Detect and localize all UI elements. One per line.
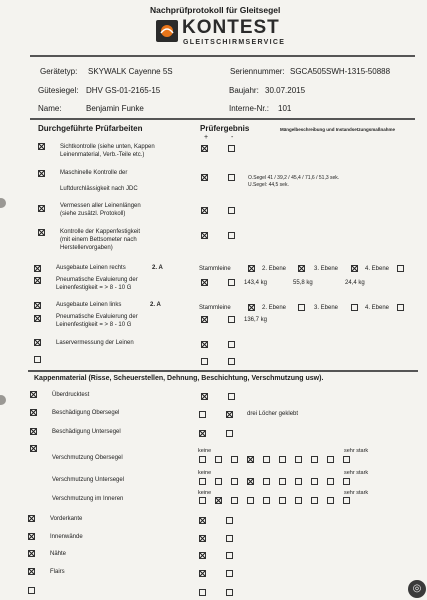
laser-minus-checkbox[interactable] xyxy=(228,341,235,348)
ueberdruck-minus-checkbox[interactable] xyxy=(228,393,235,400)
scale-checkbox[interactable] xyxy=(327,497,334,504)
innenwaende-plus-checkbox[interactable] xyxy=(199,535,206,542)
scale-checkbox[interactable] xyxy=(247,456,254,463)
scale-checkbox[interactable] xyxy=(311,478,318,485)
divider xyxy=(28,370,418,372)
sicht-plus-checkbox[interactable] xyxy=(201,145,208,152)
laser-label: Laservermessung der Leinen xyxy=(56,340,134,346)
punch-hole xyxy=(0,395,6,405)
name-label: Name: xyxy=(38,104,62,113)
scale-checkbox[interactable] xyxy=(343,497,350,504)
verschm-ober-label: Verschmutzung Obersegel xyxy=(52,455,123,461)
ebene2-label: 2. Ebene xyxy=(262,266,287,272)
untersegel-b-minus-checkbox[interactable] xyxy=(226,430,233,437)
scale-checkbox[interactable] xyxy=(311,497,318,504)
leinen-rechts-checkbox[interactable] xyxy=(34,265,41,272)
links-value-1: 136,7 kg xyxy=(244,317,268,323)
scale-checkbox[interactable] xyxy=(311,456,318,463)
scale-checkbox[interactable] xyxy=(247,478,254,485)
scale-checkbox[interactable] xyxy=(231,456,238,463)
vermessen-label-2: (siehe zusätzl. Protokoll) xyxy=(60,211,126,217)
punch-hole xyxy=(0,198,6,208)
empty-bottom-checkbox[interactable] xyxy=(28,587,35,594)
osegel-note: O.Segel 41 / 39,2 / 45,4 / 71,6 / 51,3 sek. xyxy=(248,175,340,181)
ebene3-label: 3. Ebene xyxy=(314,266,339,272)
maschinelle-label-1: Maschinelle Kontrolle der xyxy=(60,170,128,176)
naehte-minus-checkbox[interactable] xyxy=(226,552,233,559)
leinen-links-label: Ausgebaute Leinen links xyxy=(56,302,122,308)
scale-checkbox[interactable] xyxy=(295,478,302,485)
innenwaende-minus-checkbox[interactable] xyxy=(226,535,233,542)
pneu-rechts-minus-checkbox[interactable] xyxy=(228,279,235,286)
maschinelle-minus-checkbox[interactable] xyxy=(228,174,235,181)
ueberdruck-checkbox[interactable] xyxy=(30,391,37,398)
scale-checkbox[interactable] xyxy=(343,478,350,485)
innenwaende-label: Innenwände xyxy=(50,534,83,540)
brand-logo-icon xyxy=(156,20,178,42)
kappen-label-1: Kontrolle der Kappenfestigkeit xyxy=(60,229,141,235)
scale-checkbox[interactable] xyxy=(199,456,206,463)
untersegel-b-checkbox[interactable] xyxy=(30,428,37,435)
document-title: Nachprüfprotokoll für Gleitsegel xyxy=(150,5,281,15)
kappen-minus-checkbox[interactable] xyxy=(228,232,235,239)
vorderkante-checkbox[interactable] xyxy=(28,515,35,522)
scale-checkbox[interactable] xyxy=(279,478,286,485)
geraetetyp-label: Gerätetyp: xyxy=(40,67,78,76)
vorderkante-plus-checkbox[interactable] xyxy=(199,517,206,524)
keine-label: keine xyxy=(198,470,212,476)
pneu-rechts-label-2: Leinenfestigkeit = > 8 - 10 G xyxy=(56,285,132,291)
overlay-action-icon[interactable]: ◎ xyxy=(408,580,426,598)
flairs-minus-checkbox[interactable] xyxy=(226,570,233,577)
kappen-label-2: (mit einem Bettsometer nach xyxy=(60,237,137,243)
sicht-minus-checkbox[interactable] xyxy=(228,145,235,152)
kappen-plus-checkbox[interactable] xyxy=(201,232,208,239)
pneu-links-plus-checkbox[interactable] xyxy=(201,316,208,323)
verschmutzung-checkbox[interactable] xyxy=(30,445,37,452)
rechts-value-3: 24,4 kg xyxy=(345,280,365,286)
divider xyxy=(30,118,415,120)
ebene3-links-label: 3. Ebene xyxy=(314,305,339,311)
sicht-label: Sichtkontrolle (siehe unten, Kappen Leinenmaterial, Verb.-Teile etc.) xyxy=(60,144,155,158)
name-value: Benjamin Funke xyxy=(86,104,144,113)
flairs-label: Flairs xyxy=(50,569,65,575)
sehr-stark-label: sehr stark xyxy=(344,490,369,496)
scale-checkbox[interactable] xyxy=(279,456,286,463)
pneu-links-label-2: Leinenfestigkeit = > 8 - 10 G xyxy=(56,322,132,328)
stammleine-links-checkbox[interactable] xyxy=(248,304,255,311)
guetesiegel-value: DHV GS-01-2165-15 xyxy=(86,86,161,95)
empty-checkbox[interactable] xyxy=(34,356,41,363)
naehte-plus-checkbox[interactable] xyxy=(199,552,206,559)
flairs-plus-checkbox[interactable] xyxy=(199,570,206,577)
leinen-rechts-label: Ausgebaute Leinen rechts xyxy=(56,265,126,271)
geraetetyp-value: SKYWALK Cayenne 5S xyxy=(88,67,173,76)
naehte-label: Nähte xyxy=(50,551,67,557)
vermessen-minus-checkbox[interactable] xyxy=(228,207,235,214)
scale-checkbox[interactable] xyxy=(263,456,270,463)
ebene3-checkbox[interactable] xyxy=(351,265,358,272)
empty-bottom-plus-checkbox[interactable] xyxy=(199,589,206,596)
ebene2-links-checkbox[interactable] xyxy=(298,304,305,311)
pneu-links-label-1: Pneumatische Evaluierung der xyxy=(56,314,138,320)
verschm-innen-label: Verschmutzung im Inneren xyxy=(52,496,124,502)
usegel-note: U.Segel: 44,5 sek. xyxy=(248,182,289,188)
scale-checkbox[interactable] xyxy=(247,497,254,504)
interne-value: 101 xyxy=(278,104,292,113)
ebene4-links-label: 4. Ebene xyxy=(365,305,390,311)
plus-label: + xyxy=(204,134,209,141)
ueberdruck-label: Überdrucktest xyxy=(52,392,90,398)
maschinelle-plus-checkbox[interactable] xyxy=(201,174,208,181)
sicht-checkbox[interactable] xyxy=(38,143,45,150)
laser-plus-checkbox[interactable] xyxy=(201,341,208,348)
kappenfestigkeit-checkbox[interactable] xyxy=(38,229,45,236)
leinen-links-a: 2. A xyxy=(150,302,161,308)
obersegel-b-checkbox[interactable] xyxy=(30,409,37,416)
scale-checkbox[interactable] xyxy=(215,456,222,463)
baujahr-value: 30.07.2015 xyxy=(265,86,306,95)
empty-bottom-minus-checkbox[interactable] xyxy=(226,589,233,596)
ebene4-label: 4. Ebene xyxy=(365,266,390,272)
scale-checkbox[interactable] xyxy=(215,497,222,504)
empty-minus-checkbox[interactable] xyxy=(228,358,235,365)
ebene4-checkbox[interactable] xyxy=(397,265,404,272)
stammleine-checkbox[interactable] xyxy=(248,265,255,272)
verschm-unter-label: Verschmutzung Untersegel xyxy=(52,477,125,483)
scale-checkbox[interactable] xyxy=(199,478,206,485)
scale-checkbox[interactable] xyxy=(295,456,302,463)
flairs-checkbox[interactable] xyxy=(28,568,35,575)
rechts-value-2: 55,8 kg xyxy=(293,280,313,286)
innenwaende-checkbox[interactable] xyxy=(28,533,35,540)
vorderkante-label: Vorderkante xyxy=(50,516,83,522)
baujahr-label: Baujahr: xyxy=(229,86,259,95)
stammleine-label: Stammleine xyxy=(199,266,231,272)
divider xyxy=(30,55,415,57)
scale-checkbox[interactable] xyxy=(279,497,286,504)
ueberdruck-plus-checkbox[interactable] xyxy=(201,393,208,400)
stammleine-links-label: Stammleine xyxy=(199,305,231,311)
serien-label: Seriennummer: xyxy=(230,67,285,76)
pneu-rechts-label-1: Pneumatische Evaluierung der xyxy=(56,277,138,283)
brand-subtitle: GLEITSCHIRMSERVICE xyxy=(183,39,286,46)
pneu-rechts-checkbox[interactable] xyxy=(34,277,41,284)
untersegel-b-plus-checkbox[interactable] xyxy=(199,430,206,437)
ebene2-checkbox[interactable] xyxy=(298,265,305,272)
ebene3-links-checkbox[interactable] xyxy=(351,304,358,311)
untersegel-b-label: Beschädigung Untersegel xyxy=(52,429,121,435)
maengel-heading: Mängelbeschreibung und Instandsetzungsmaßnahme xyxy=(280,127,396,132)
pruefarbeiten-heading: Durchgeführte Prüfarbeiten xyxy=(38,124,143,133)
ebene4-links-checkbox[interactable] xyxy=(397,304,404,311)
guetesiegel-label: Gütesiegel: xyxy=(38,86,79,95)
serien-value: SGCA505SWH-1315-50888 xyxy=(290,67,391,76)
kappenmaterial-heading: Kappenmaterial (Risse, Scheuerstellen, Dehnung, Beschichtung, Verschmutzung usw). xyxy=(34,375,324,382)
obersegel-b-label: Beschädigung Obersegel xyxy=(52,410,120,416)
rechts-value-1: 143,4 kg xyxy=(244,280,268,286)
maschinelle-label-2: Luftdurchlässigkeit nach JDC xyxy=(60,186,138,192)
brand-name: KONTEST xyxy=(182,17,280,38)
keine-label: keine xyxy=(198,490,212,496)
scale-checkbox[interactable] xyxy=(263,478,270,485)
obersegel-b-minus-checkbox[interactable] xyxy=(226,411,233,418)
obersegel-b-plus-checkbox[interactable] xyxy=(199,411,206,418)
empty-plus-checkbox[interactable] xyxy=(201,358,208,365)
vorderkante-minus-checkbox[interactable] xyxy=(226,517,233,524)
scale-checkbox[interactable] xyxy=(231,478,238,485)
scale-checkbox[interactable] xyxy=(231,497,238,504)
pruefergebnis-heading: Prüfergebnis xyxy=(200,124,250,133)
laser-checkbox[interactable] xyxy=(34,339,41,346)
maschinelle-checkbox[interactable] xyxy=(38,170,45,177)
scale-checkbox[interactable] xyxy=(215,478,222,485)
leinen-links-checkbox[interactable] xyxy=(34,302,41,309)
interne-label: Interne-Nr.: xyxy=(229,104,270,113)
keine-label: keine xyxy=(198,448,212,454)
pneu-links-checkbox[interactable] xyxy=(34,315,41,322)
scale-checkbox[interactable] xyxy=(263,497,270,504)
scale-checkbox[interactable] xyxy=(199,497,206,504)
obersegel-note: drei Löcher geklebt xyxy=(247,411,299,417)
scale-checkbox[interactable] xyxy=(327,456,334,463)
vermessen-checkbox[interactable] xyxy=(38,205,45,212)
ebene2-links-label: 2. Ebene xyxy=(262,305,287,311)
sehr-stark-label: sehr stark xyxy=(344,448,369,454)
pneu-rechts-plus-checkbox[interactable] xyxy=(201,279,208,286)
sehr-stark-label: sehr stark xyxy=(344,470,369,476)
kappen-label-3: Herstellervorgaben) xyxy=(60,245,113,251)
minus-label: - xyxy=(231,134,234,141)
vermessen-plus-checkbox[interactable] xyxy=(201,207,208,214)
scale-checkbox[interactable] xyxy=(295,497,302,504)
leinen-rechts-a: 2. A xyxy=(152,265,163,271)
vermessen-label-1: Vermessen aller Leinenlängen xyxy=(60,203,141,209)
naehte-checkbox[interactable] xyxy=(28,550,35,557)
scale-checkbox[interactable] xyxy=(327,478,334,485)
pneu-links-minus-checkbox[interactable] xyxy=(228,316,235,323)
scale-checkbox[interactable] xyxy=(343,456,350,463)
